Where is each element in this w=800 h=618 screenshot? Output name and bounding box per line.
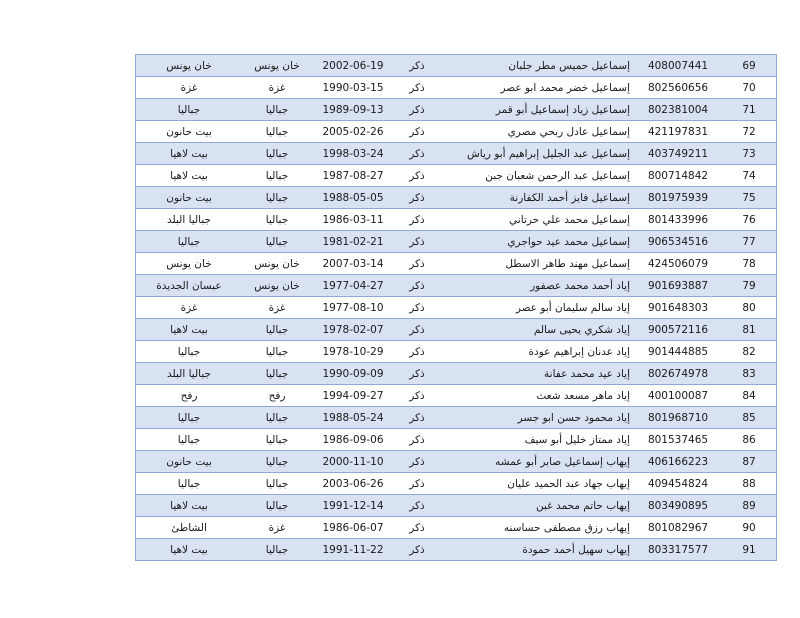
full-name: إياد ممتاز خليل أبو سيف [440,429,634,451]
gender: ذكر [394,517,440,539]
row-number: 89 [722,495,777,517]
table-row [136,495,777,517]
residence: بيت لاهيا [136,143,243,165]
table-row [136,209,777,231]
birth-date: 2003-06-26 [312,473,394,495]
table-row [136,363,777,385]
birth-date: 1981-02-21 [312,231,394,253]
full-name: إسماعيل عبد الرحمن شعبان جبن [440,165,634,187]
table-row [136,231,777,253]
governorate: جباليا [242,429,312,451]
gender: ذكر [394,385,440,407]
table-row [136,429,777,451]
birth-date: 1987-08-27 [312,165,394,187]
gender: ذكر [394,297,440,319]
governorate: غزة [242,297,312,319]
gender: ذكر [394,275,440,297]
id-number: 906534516 [634,231,722,253]
birth-date: 1998-03-24 [312,143,394,165]
birth-date: 1978-10-29 [312,341,394,363]
governorate: جباليا [242,231,312,253]
gender: ذكر [394,473,440,495]
id-number: 800714842 [634,165,722,187]
full-name: إسماعيل فايز أحمد الكفارنة [440,187,634,209]
full-name: إياد عيد محمد عفانة [440,363,634,385]
table-row [136,275,777,297]
row-number: 76 [722,209,777,231]
gender: ذكر [394,165,440,187]
id-number: 801433996 [634,209,722,231]
governorate: جباليا [242,451,312,473]
birth-date: 1990-09-09 [312,363,394,385]
governorate: جباليا [242,121,312,143]
id-number: 900572116 [634,319,722,341]
birth-date: 1989-09-13 [312,99,394,121]
id-number: 400100087 [634,385,722,407]
full-name: إيهاب سهيل أحمد حمودة [440,539,634,561]
gender: ذكر [394,495,440,517]
gender: ذكر [394,77,440,99]
table-row [136,407,777,429]
table-row [136,77,777,99]
full-name: إسماعيل حميس مطر جلبان [440,55,634,77]
governorate: جباليا [242,363,312,385]
gender: ذكر [394,209,440,231]
residence: خان يونس [136,55,243,77]
row-number: 78 [722,253,777,275]
gender: ذكر [394,187,440,209]
birth-date: 1986-03-11 [312,209,394,231]
birth-date: 1977-08-10 [312,297,394,319]
row-number: 75 [722,187,777,209]
gender: ذكر [394,407,440,429]
row-number: 80 [722,297,777,319]
governorate: خان يونس [242,55,312,77]
birth-date: 1988-05-05 [312,187,394,209]
table-row [136,319,777,341]
table-row [136,55,777,77]
birth-date: 1991-11-22 [312,539,394,561]
gender: ذكر [394,319,440,341]
birth-date: 1978-02-07 [312,319,394,341]
table-row [136,165,777,187]
id-number: 801082967 [634,517,722,539]
governorate: جباليا [242,473,312,495]
residence: غزة [136,77,243,99]
table-row [136,451,777,473]
gender: ذكر [394,99,440,121]
residence: رفح [136,385,243,407]
full-name: إسماعيل زياد إسماعيل أبو قمر [440,99,634,121]
row-number: 85 [722,407,777,429]
id-number: 901648303 [634,297,722,319]
full-name: إسماعيل محمد علي حرتاني [440,209,634,231]
row-number: 90 [722,517,777,539]
birth-date: 2000-11-10 [312,451,394,473]
table-row [136,385,777,407]
row-number: 84 [722,385,777,407]
residence: جباليا [136,231,243,253]
id-number: 403749211 [634,143,722,165]
table-row [136,143,777,165]
governorate: جباليا [242,143,312,165]
full-name: إياد ماهر مسعد شعث [440,385,634,407]
id-number: 801537465 [634,429,722,451]
records-table-body [136,55,777,561]
birth-date: 2007-03-14 [312,253,394,275]
full-name: إسماعيل عبد الجليل إبراهيم أبو رياش [440,143,634,165]
residence: بيت لاهيا [136,539,243,561]
row-number: 79 [722,275,777,297]
residence: جباليا [136,429,243,451]
id-number: 409454824 [634,473,722,495]
residence: بيت حانون [136,451,243,473]
residence: عبسان الجديدة [136,275,243,297]
row-number: 86 [722,429,777,451]
row-number: 69 [722,55,777,77]
residence: الشاطئ [136,517,243,539]
row-number: 74 [722,165,777,187]
residence: غزة [136,297,243,319]
residence: جباليا [136,473,243,495]
governorate: خان يونس [242,253,312,275]
governorate: رفح [242,385,312,407]
full-name: إياد سالم سليمان أبو عصر [440,297,634,319]
id-number: 408007441 [634,55,722,77]
table-row [136,473,777,495]
id-number: 802674978 [634,363,722,385]
birth-date: 2002-06-19 [312,55,394,77]
row-number: 81 [722,319,777,341]
full-name: إسماعيل مهند طاهر الاسطل [440,253,634,275]
row-number: 72 [722,121,777,143]
table-row [136,517,777,539]
row-number: 91 [722,539,777,561]
birth-date: 1986-09-06 [312,429,394,451]
row-number: 83 [722,363,777,385]
governorate: خان يونس [242,275,312,297]
birth-date: 1994-09-27 [312,385,394,407]
governorate: جباليا [242,187,312,209]
residence: بيت حانون [136,187,243,209]
id-number: 901693887 [634,275,722,297]
governorate: جباليا [242,341,312,363]
full-name: إياد شكري يحيى سالم [440,319,634,341]
full-name: إياد محمود حسن ابو جسر [440,407,634,429]
birth-date: 1988-05-24 [312,407,394,429]
id-number: 803317577 [634,539,722,561]
records-table [135,54,777,561]
birth-date: 2005-02-26 [312,121,394,143]
gender: ذكر [394,539,440,561]
gender: ذكر [394,253,440,275]
residence: جباليا البلد [136,363,243,385]
gender: ذكر [394,55,440,77]
row-number: 70 [722,77,777,99]
governorate: جباليا [242,539,312,561]
full-name: إيهاب جهاد عبد الحميد عليان [440,473,634,495]
governorate: جباليا [242,165,312,187]
gender: ذكر [394,121,440,143]
full-name: إسماعيل خضر محمد ابو عصر [440,77,634,99]
table-row [136,253,777,275]
residence: خان يونس [136,253,243,275]
table-row [136,121,777,143]
gender: ذكر [394,341,440,363]
governorate: جباليا [242,209,312,231]
table-row [136,539,777,561]
gender: ذكر [394,363,440,385]
birth-date: 1977-04-27 [312,275,394,297]
id-number: 901444885 [634,341,722,363]
governorate: جباليا [242,319,312,341]
row-number: 87 [722,451,777,473]
table-row [136,99,777,121]
governorate: جباليا [242,495,312,517]
full-name: إيهاب حاتم محمد غبن [440,495,634,517]
full-name: إسماعيل عادل ربحي مصري [440,121,634,143]
governorate: غزة [242,77,312,99]
full-name: إيهاب إسماعيل صابر أبو عمشه [440,451,634,473]
governorate: غزة [242,517,312,539]
residence: بيت لاهيا [136,495,243,517]
row-number: 88 [722,473,777,495]
row-number: 77 [722,231,777,253]
id-number: 801968710 [634,407,722,429]
row-number: 73 [722,143,777,165]
table-row [136,297,777,319]
residence: جباليا البلد [136,209,243,231]
id-number: 424506079 [634,253,722,275]
row-number: 82 [722,341,777,363]
governorate: جباليا [242,99,312,121]
birth-date: 1990-03-15 [312,77,394,99]
id-number: 421197831 [634,121,722,143]
id-number: 801975939 [634,187,722,209]
residence: بيت لاهيا [136,165,243,187]
birth-date: 1991-12-14 [312,495,394,517]
residence: جباليا [136,407,243,429]
id-number: 803490895 [634,495,722,517]
full-name: إسماعيل محمد عيد حواجري [440,231,634,253]
residence: جباليا [136,99,243,121]
full-name: إيهاب رزق مصطفى حساسنه [440,517,634,539]
residence: بيت لاهيا [136,319,243,341]
governorate: جباليا [242,407,312,429]
id-number: 802560656 [634,77,722,99]
full-name: إياد أحمد محمد عصفور [440,275,634,297]
gender: ذكر [394,231,440,253]
residence: جباليا [136,341,243,363]
gender: ذكر [394,451,440,473]
id-number: 802381004 [634,99,722,121]
table-row [136,341,777,363]
gender: ذكر [394,429,440,451]
id-number: 406166223 [634,451,722,473]
table-row [136,187,777,209]
birth-date: 1986-06-07 [312,517,394,539]
residence: بيت حانون [136,121,243,143]
gender: ذكر [394,143,440,165]
full-name: إياد عدنان إبراهيم عودة [440,341,634,363]
row-number: 71 [722,99,777,121]
